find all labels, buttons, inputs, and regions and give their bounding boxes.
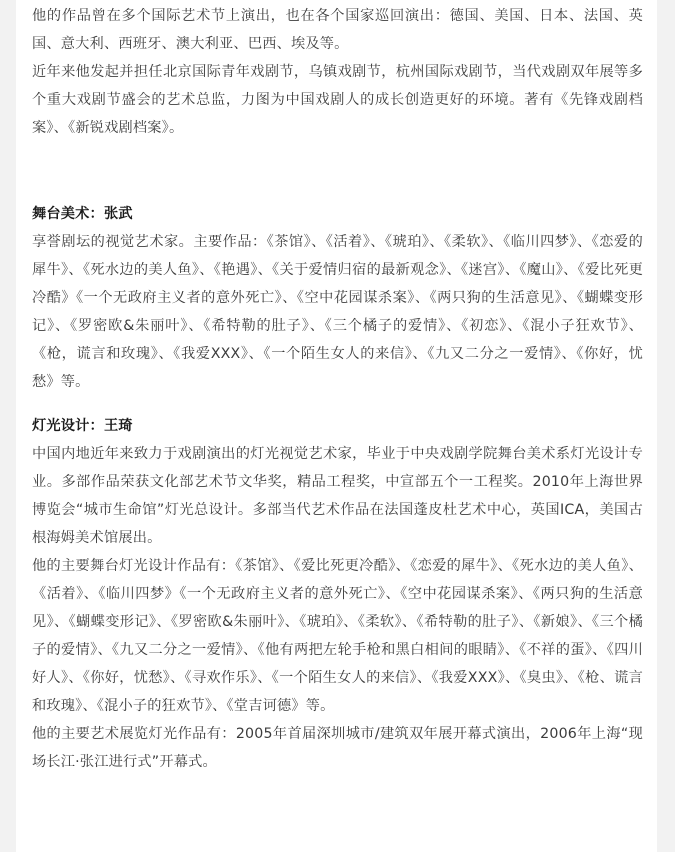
intro-paragraph-tours: 他的作品曾在多个国际艺术节上演出，也在各个国家巡回演出：德国、美国、日本、法国、英国、意大利、西班牙、澳大利亚、巴西、埃及等。 (32, 8, 643, 52)
stage-art-heading: 舞台美术：张武 (32, 206, 133, 222)
lighting-heading: 灯光设计：王琦 (32, 418, 133, 434)
article-body (16, 0, 657, 852)
intro-paragraph-festivals: 近年来他发起并担任北京国际青年戏剧节，乌镇戏剧节，杭州国际戏剧节，当代戏剧双年展等多个重大戏剧节盛会的艺术总监，力图为中国戏剧人的成长创造更好的环境。著有《先锋戏剧档案》、《新锐戏剧档案》。 (32, 64, 643, 136)
lighting-paragraph-stage-works: 他的主要舞台灯光设计作品有：《茶馆》、《爱比死更冷酷》、《恋爱的犀牛》、《死水边的美人鱼》、《活着》、《临川四梦》《一个无政府主义者的意外死亡》、《空中花园谋杀案》、《两只狗的生活意见》、《蝴蝶变形记》、《罗密欧&朱丽叶》、《琥珀》、《柔软》、《希特勒的肚子》、《新娘》、《三个橘子的爱情》、《九又二分之一爱情》、《他有两把左轮手枪和黑白相间的眼睛》、《不祥的蛋》、《四川好人》、《你好，忧愁》、《寻欢作乐》、《一个陌生女人的来信》、《我爱XXX》、《臭虫》、《枪、谎言和玫瑰》、《混小子的狂欢节》、《堂吉诃德》等。 (32, 558, 643, 714)
section-spacer (32, 396, 643, 412)
lighting-paragraph-exhibitions: 他的主要艺术展览灯光作品有：2005年首届深圳城市/建筑双年展开幕式演出，2006年上海“现场长江·张江进行式”开幕式。 (32, 726, 643, 770)
section-spacer (32, 142, 643, 200)
stage-art-paragraph: 享誉剧坛的视觉艺术家。主要作品：《茶馆》、《活着》、《琥珀》、《柔软》、《临川四梦》、《恋爱的犀牛》、《死水边的美人鱼》、《艳遇》、《关于爱情归宿的最新观念》、《迷宫》、《魔山》、《爱比死更冷酷》《一个无政府主义者的意外死亡》、《空中花园谋杀案》、《两只狗的生活意见》、《蝴蝶变形记》、《罗密欧&朱丽叶》、《希特勒的肚子》、《三个橘子的爱情》、《初恋》、《混小子狂欢节》、《枪，谎言和玫瑰》、《我爱XXX》、《一个陌生女人的来信》、《九又二分之一爱情》、《你好，忧愁》等。 (32, 234, 643, 390)
lighting-paragraph-bio: 中国内地近年来致力于戏剧演出的灯光视觉艺术家，毕业于中央戏剧学院舞台美术系灯光设计专业。多部作品荣获文化部艺术节文华奖，精品工程奖，中宣部五个一工程奖。2010年上海世界博览会“城市生命馆”灯光总设计。多部当代艺术作品在法国蓬皮杜艺术中心，英国ICA，美国古根海姆美术馆展出。 (32, 446, 643, 546)
